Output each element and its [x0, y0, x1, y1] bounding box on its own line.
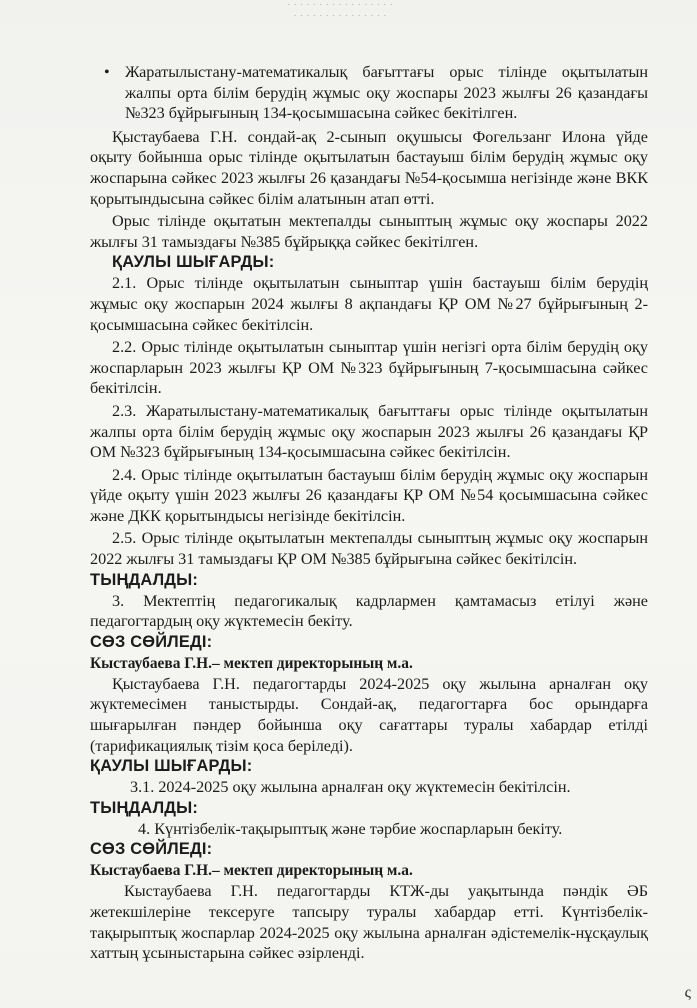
resolution-item-2-4: 2.4. Орыс тілінде оқытылатын бастауыш білім берудің жұмыс оқу жоспарын үйде оқыту үшін 2023 жылғы 26 қазандағы ҚР ОМ №54 қосымшасына сәйкес және ДКК қорытындысы негізінде бекітілсін.	[90, 465, 648, 525]
heading-resolved-2: ҚАУЛЫ ШЫҒАРДЫ:	[90, 757, 253, 776]
heading-heard-2: ТЫҢДАЛДЫ:	[90, 798, 199, 817]
bullet-text: Жаратылыстану-математикалық бағыттағы орыс тілінде оқытылатын жалпы орта білім берудің жұмыс оқу жоспары 2023 жылғы 26 қазандағы №323 бұйрығының 134-қосымшасына сәйкес бекітілген.	[125, 63, 648, 123]
resolution-item-2-5: 2.5. Орыс тілінде оқытылатын мектепалды сыныптың жұмыс оқу жоспарын 2022 жылғы 31 тамыздағы ҚР ОМ №385 бұйрығына сәйкес бекітілсін.	[90, 529, 648, 569]
paragraph-3: Қыстаубаева Г.Н. педагогтарды 2024-2025 оқу жылына арналған оқу жүктемесімен таныстырды. Сондай-ақ, педагогтарға бос орындарға шығарылған пәндер бойынша оқу сағаттары туралы хабардар етілді (тарификациялық тізім қоса беріледі).	[90, 674, 648, 755]
document-body	[90, 62, 648, 964]
speaker-name-2: Кыстаубаева Г.Н.– мектеп директорының м.а.	[90, 862, 413, 880]
paragraph-1: Қыстаубаева Г.Н. сондай-ақ 2-сынып оқушысы Фогельзанг Илона үйде оқыту бойынша орыс тілінде оқытылатын бастауыш білім берудің жұмыс оқу жоспарына сәйкес 2023 жылғы 26 қазандағы №54-қосымша негізінде және ВКК қорытындысына сәйкес білім алатынын атап өтті.	[90, 127, 648, 208]
agenda-item-4: 4. Күнтізбелік-тақырыптық және тәрбие жоспарларын бекіту.	[138, 819, 563, 838]
bullet-symbol: •	[104, 63, 110, 81]
paragraph-2: Орыс тілінде оқытатын мектепалды сыныптың жұмыс оқу жоспары 2022 жылғы 31 тамыздағы №385 бұйрыққа сәйкес бекітілген.	[90, 212, 648, 251]
paragraph-4: Кыстаубаева Г.Н. педагогтарды КТЖ-ды уақытында пәндік ӘБ жетекшілеріне тексеруге тапсыру туралы хабардар етті. Күнтізбелік-тақырыптық жоспарлар 2024-2025 оқу жылына арналған әдістемелік-нұсқаулық хаттың ұсыныстарына сәйкес әзірленді.	[90, 882, 648, 963]
resolution-item-2-2: 2.2. Орыс тілінде оқытылатын сыныптар үшін негізгі орта білім берудің оқу жоспарларын 2023 жылғы ҚР ОМ №323 бұйрығының 7-қосымшасына сәйкес бекітілсін.	[90, 338, 648, 398]
corner-handwritten-mark: ς	[684, 984, 691, 1001]
resolution-item-3-1: 3.1. 2024-2025 оқу жылына арналған оқу жүктемесін бекітілсін.	[130, 778, 571, 797]
bullet-item	[90, 62, 648, 124]
agenda-item-3: 3. Мектептің педагогикалық кадрлармен қамтамасыз етілуі және педагогтардың оқу жүктемесін бекіту.	[90, 591, 648, 631]
heading-spoke-2: СӨЗ СӨЙЛЕДІ:	[90, 840, 213, 859]
resolution-item-2-1: 2.1. Орыс тілінде оқытылатын сыныптар үшін бастауыш білім берудің жұмыс оқу жоспарын 2024 жылғы 8 ақпандағы ҚР ОМ №27 бұйрығының 2-қосымшасына сәйкес бекітілсін.	[90, 274, 648, 334]
heading-spoke-1: СӨЗ СӨЙЛЕДІ:	[90, 632, 213, 651]
resolution-item-2-3: 2.3. Жаратылыстану-математикалық бағыттағы орыс тілінде оқытылатын жалпы орта білім берудің жұмыс оқу жоспарын 2023 жылғы 26 қазандағы ҚР ОМ №323 бұйрығының 134-қосымшасына сәйкес бекітілсін.	[90, 401, 648, 462]
heading-resolved-1: ҚАУЛЫ ШЫҒАРДЫ:	[112, 253, 275, 272]
bleed-through-text: · · · · · · · · · · · · · · · · · · · · · · · · · · · · · · · ·	[286, 0, 394, 22]
heading-heard-1: ТЫҢДАЛДЫ:	[90, 570, 199, 589]
speaker-name-1: Кыстаубаева Г.Н.– мектеп директорының м.а.	[90, 654, 413, 672]
